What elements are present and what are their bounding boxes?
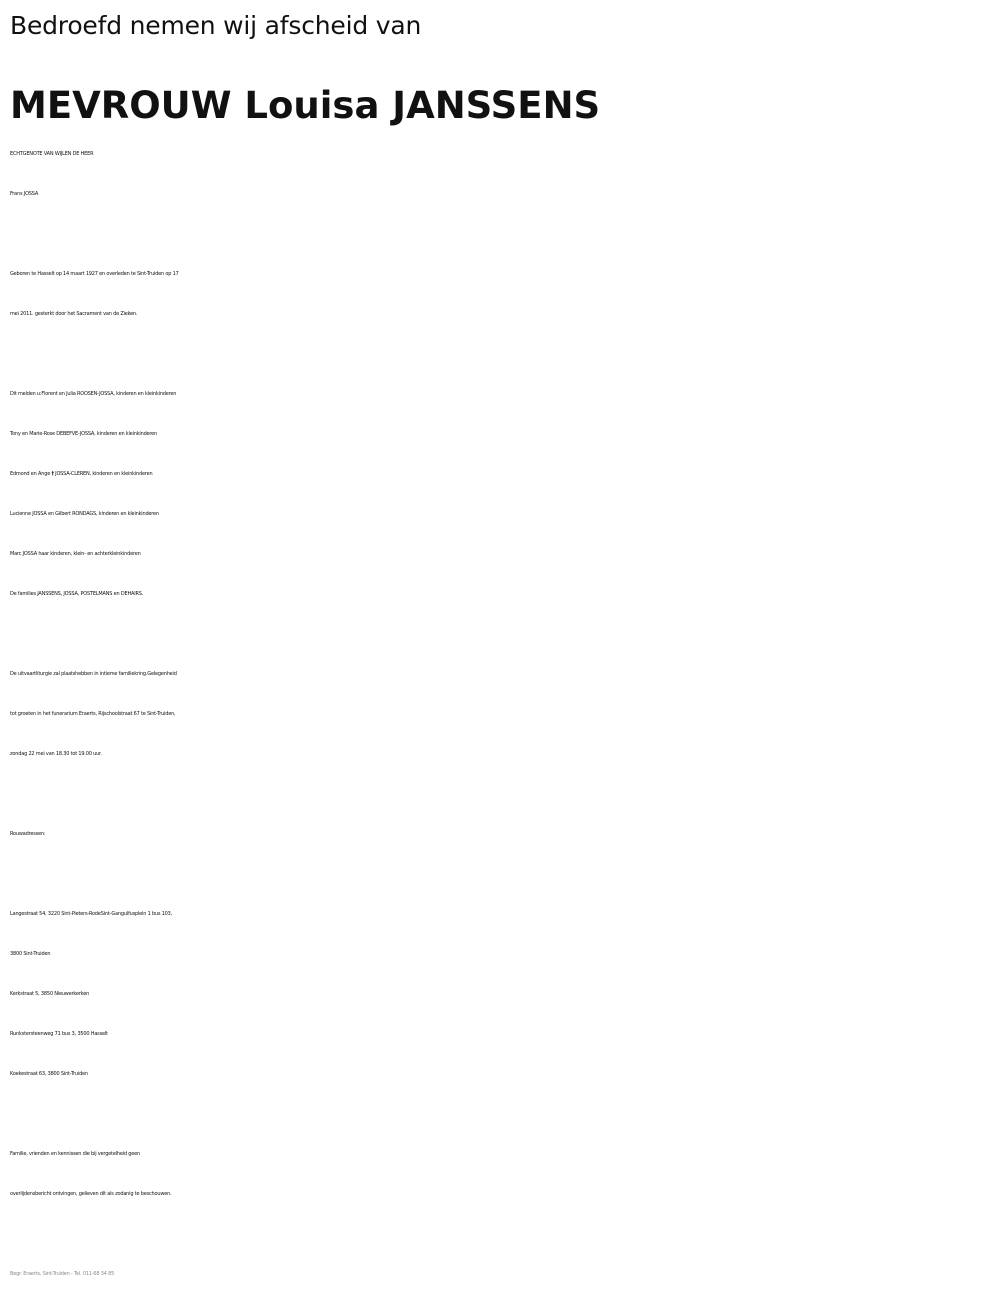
notice-body [10, 134, 995, 1294]
spacer [10, 1094, 995, 1134]
announcer-line: Tony en Marie-Rose DEBEFVE-JOSSA, kinderen en kleinkinderen [10, 431, 158, 437]
spouse-name: Frans JOSSA [10, 191, 39, 197]
announcer-line [10, 454, 995, 494]
announcer-line: Dit melden u:Florent en Julia ROOSEN-JOSSA, kinderen en kleinkinderen [10, 391, 177, 397]
address-line: Koekestraat 63, 3800 Sint-Truiden [10, 1071, 88, 1077]
announcer-line: De families JANSSENS, JOSSA, POSTELMANS en DEHAIRS. [10, 591, 144, 597]
birth-death-line: Geboren te Hasselt op 14 maart 1927 en overleden te Sint-Truiden op 17 [10, 271, 179, 277]
deceased-name: MEVROUW Louisa JANSSENS [10, 84, 601, 127]
address-line: Langestraat 54, 3220 Sint-Pieters-RodeSint-Gangulfusplein 1 bus 103, [10, 911, 173, 917]
spacer [10, 774, 995, 814]
announcer-text: JOSSA-CLEREN, kinderen en kleinkinderen [53, 471, 153, 477]
spouse-title: ECHTGENOTE VAN WIJLEN DE HEER [10, 151, 94, 157]
addresses-heading: Rouwadressen: [10, 831, 46, 837]
address-line: Kerkstraat 5, 3850 Nieuwerkerken [10, 991, 90, 997]
address-line: Runkstersteenweg 71 bus 3, 3500 Hasselt [10, 1031, 108, 1037]
intro-text: Bedroefd nemen wij afscheid van [10, 11, 422, 40]
funeral-line: De uitvaartliturgie zal plaatshebben in intieme familiekring.Gelegenheid [10, 671, 177, 677]
funeral-line: tot groeten in het funerarium Eraerts, Rijschoolstraat 67 te Sint-Truiden, [10, 711, 176, 717]
cross-icon: † [51, 471, 54, 477]
birth-death-line: mei 2011. gesterkt door het Sacrament van de Zieken. [10, 311, 138, 317]
announcer-line: Lucienne JOSSA en Gilbert RONDAGS, kinderen en kleinkinderen [10, 511, 159, 517]
address-line: 3800 Sint-Truiden [10, 951, 51, 957]
closing-line: overlijdensbericht ontvingen, gelieven dit als zodanig te beschouwen. [10, 1191, 172, 1197]
spacer [10, 854, 995, 894]
announcer-text: Edmond en Ange [10, 471, 52, 477]
funeral-line: zondag 22 mei van 18.30 tot 19.00 uur. [10, 751, 102, 757]
funeral-home-footer: Begr. Eraerts, Sint-Truiden - Tel. 011-68 34 85 [10, 1271, 115, 1277]
spacer [10, 334, 995, 374]
spacer [10, 1214, 995, 1254]
closing-line: Familie, vrienden en kennissen die bij vergetelheid geen [10, 1151, 140, 1157]
announcer-line: Marc JOSSA haar kinderen, klein- en achterkleinkinderen [10, 551, 141, 557]
spacer [10, 214, 995, 254]
spacer [10, 614, 995, 654]
